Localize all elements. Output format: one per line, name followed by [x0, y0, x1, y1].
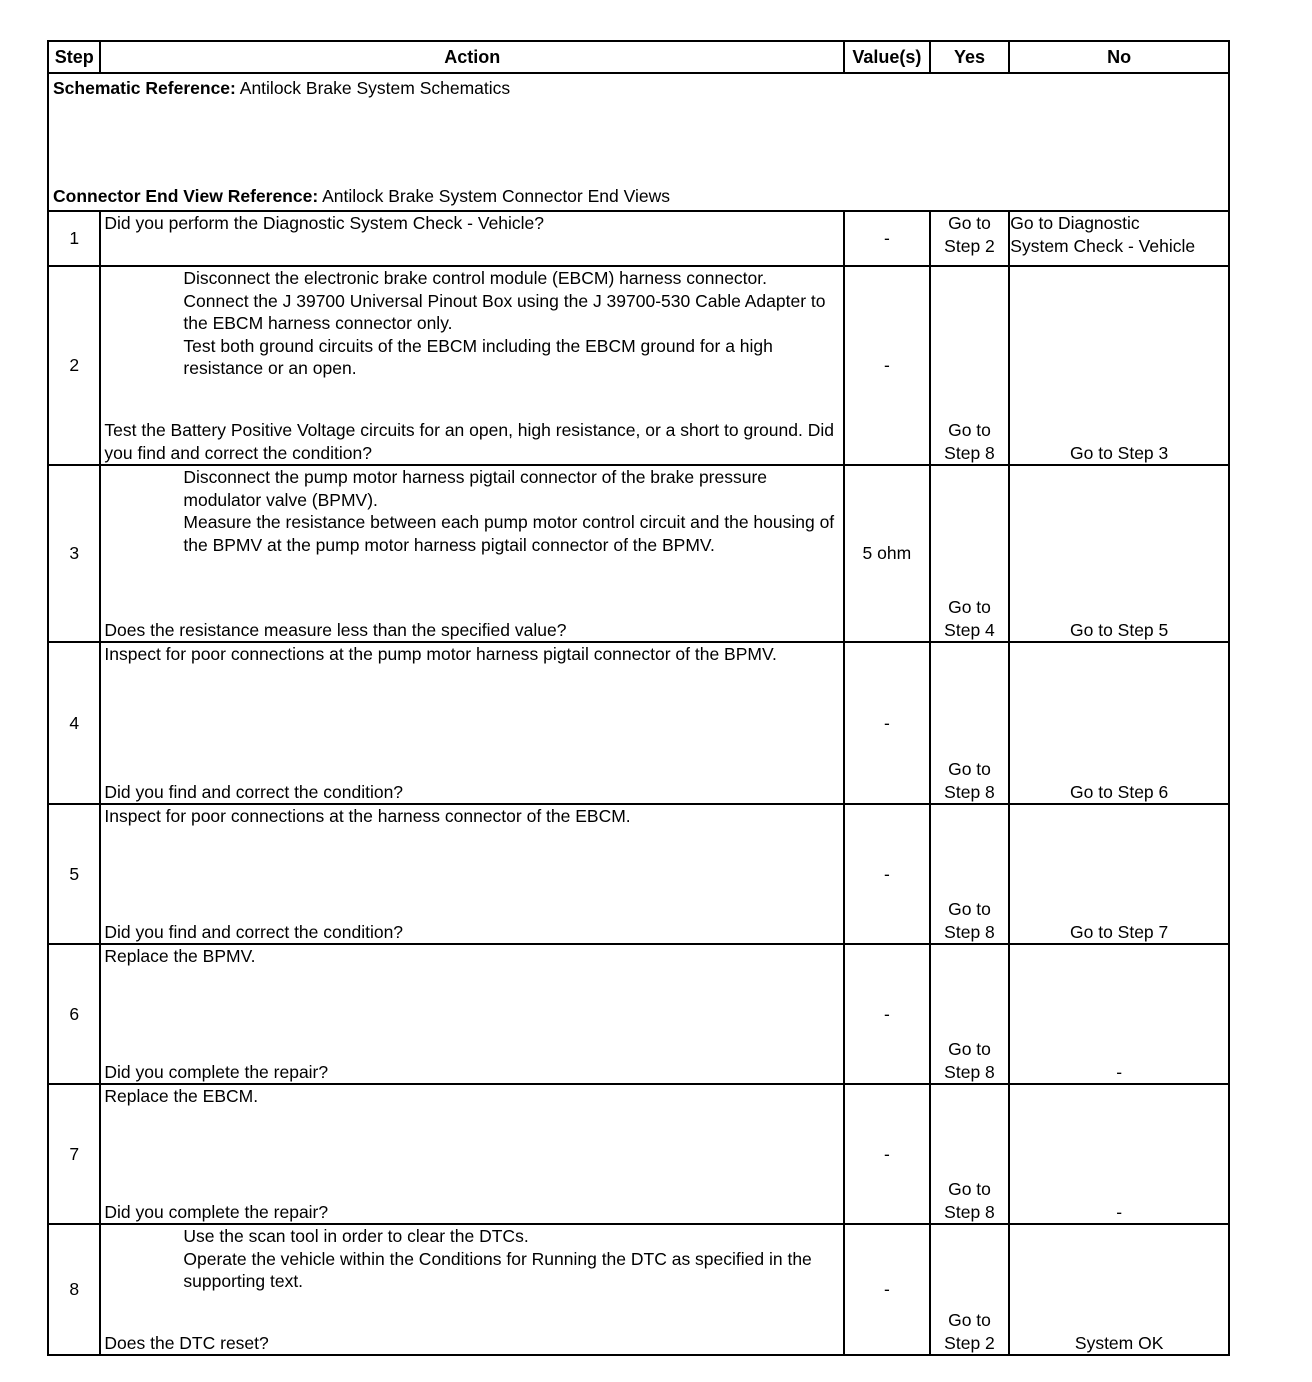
no-cell — [1009, 1084, 1229, 1224]
action-cell — [100, 1224, 844, 1355]
action-text: Replace the EBCM. — [104, 1086, 259, 1106]
no-cell — [1009, 944, 1229, 1084]
step-number: 1 — [48, 211, 100, 266]
schematic-reference-text: Antilock Brake System Schematics — [239, 78, 511, 98]
action-cell — [100, 465, 844, 642]
header-no: No — [1009, 41, 1229, 73]
yes-cell — [930, 465, 1010, 642]
action-text: Inspect for poor connections at the harness connector of the EBCM. — [104, 806, 631, 826]
header-yes: Yes — [930, 41, 1010, 73]
connector-reference-text: Antilock Brake System Connector End Views — [322, 185, 670, 206]
step-number: 5 — [48, 804, 100, 944]
step-number: 6 — [48, 944, 100, 1084]
step-number: 2 — [48, 266, 100, 465]
schematic-reference-label: Schematic Reference: — [53, 78, 236, 98]
table-row — [48, 1224, 1229, 1355]
yes-line-1: Go to — [948, 213, 991, 233]
action-question: Does the resistance measure less than the specified value? — [104, 619, 567, 640]
step-number: 4 — [48, 642, 100, 804]
no-cell — [1009, 266, 1229, 465]
yes-cell — [930, 1224, 1010, 1355]
yes-line-2: Step 8 — [944, 1061, 995, 1082]
no-cell — [1009, 1224, 1229, 1355]
step-number: 8 — [48, 1224, 100, 1355]
action-question: Test the Battery Positive Voltage circuits for an open, high resistance, or a short to ground. Did you find and correct the condition? — [104, 420, 834, 463]
no-cell — [1009, 804, 1229, 944]
action-question: Does the DTC reset? — [104, 1332, 269, 1353]
schematic-reference — [53, 77, 1224, 100]
yes-line-1: Go to — [948, 899, 991, 919]
value-cell: - — [844, 266, 930, 465]
table-row — [48, 944, 1229, 1084]
yes-line-1: Go to — [948, 1179, 991, 1199]
yes-cell — [930, 1084, 1010, 1224]
table-row — [48, 1084, 1229, 1224]
yes-line-2: Step 2 — [944, 235, 995, 256]
action-question: Did you complete the repair? — [104, 1061, 329, 1082]
yes-cell — [930, 804, 1010, 944]
action-cell — [100, 1084, 844, 1224]
action-bullet: Connect the J 39700 Universal Pinout Box using the J 39700-530 Cable Adapter to the EBCM harness connector only. — [183, 290, 826, 333]
header-row — [48, 41, 1229, 73]
table-row — [48, 804, 1229, 944]
action-cell — [100, 944, 844, 1084]
value-cell: - — [844, 642, 930, 804]
header-values: Value(s) — [844, 41, 930, 73]
action-bullet: Measure the resistance between each pump motor control circuit and the housing of the BPMV at the pump motor harness pigtail connector of the BPMV. — [183, 512, 835, 555]
action-cell — [100, 642, 844, 804]
action-bullet: Test both ground circuits of the EBCM including the EBCM ground for a high resistance or an open. — [183, 335, 773, 378]
yes-line-2: Step 8 — [944, 781, 995, 802]
no-cell — [1009, 465, 1229, 642]
yes-line-2: Step 8 — [944, 442, 995, 463]
yes-line-1: Go to — [948, 420, 991, 440]
no-text: - — [1116, 1061, 1123, 1082]
value-cell: 5 ohm — [844, 465, 930, 642]
yes-line-2: Step 2 — [944, 1332, 995, 1353]
value-cell: - — [844, 944, 930, 1084]
yes-line-2: Step 4 — [944, 619, 995, 640]
yes-line-1: Go to — [948, 1039, 991, 1059]
no-line-2: System Check - Vehicle — [1010, 235, 1196, 256]
yes-line-1: Go to — [948, 1310, 991, 1330]
action-bullets — [104, 1225, 841, 1293]
value-cell: - — [844, 1224, 930, 1355]
step-number: 3 — [48, 465, 100, 642]
diagnostic-table — [47, 40, 1230, 1356]
reference-row — [48, 73, 1229, 211]
step-number: 7 — [48, 1084, 100, 1224]
table-row — [48, 465, 1229, 642]
yes-cell — [930, 642, 1010, 804]
action-bullets — [104, 267, 841, 380]
no-text: - — [1116, 1201, 1123, 1222]
action-bullet: Use the scan tool in order to clear the DTCs. — [183, 1226, 529, 1246]
yes-line-1: Go to — [948, 759, 991, 779]
table-row — [48, 642, 1229, 804]
action-text: Inspect for poor connections at the pump motor harness pigtail connector of the BPMV. — [104, 644, 777, 664]
value-cell: - — [844, 804, 930, 944]
no-text: Go to Step 7 — [1070, 921, 1169, 942]
action-cell — [100, 266, 844, 465]
connector-reference-label: Connector End View Reference: — [53, 185, 319, 206]
action-bullet: Disconnect the pump motor harness pigtail connector of the brake pressure modulator valve (BPMV). — [183, 467, 768, 510]
header-step: Step — [48, 41, 100, 73]
value-cell: - — [844, 211, 930, 266]
action-question: Did you complete the repair? — [104, 1201, 329, 1222]
table-row — [48, 266, 1229, 465]
no-text: System OK — [1074, 1332, 1164, 1353]
action-text: Did you perform the Diagnostic System Check - Vehicle? — [100, 211, 844, 266]
header-action: Action — [100, 41, 844, 73]
no-cell — [1009, 642, 1229, 804]
table-row — [48, 211, 1229, 266]
yes-cell — [930, 266, 1010, 465]
action-bullet: Operate the vehicle within the Conditions for Running the DTC as specified in the supporting text. — [183, 1248, 812, 1291]
action-question: Did you find and correct the condition? — [104, 781, 404, 802]
yes-line-1: Go to — [948, 597, 991, 617]
value-cell: - — [844, 1084, 930, 1224]
connector-reference — [53, 185, 1224, 208]
no-cell — [1009, 211, 1229, 266]
no-text: Go to Step 3 — [1070, 442, 1169, 463]
action-bullet: Disconnect the electronic brake control module (EBCM) harness connector. — [183, 268, 768, 288]
action-text: Replace the BPMV. — [104, 946, 256, 966]
no-line-1: Go to Diagnostic — [1010, 213, 1140, 233]
action-cell — [100, 804, 844, 944]
no-text: Go to Step 5 — [1070, 619, 1169, 640]
yes-line-2: Step 8 — [944, 921, 995, 942]
action-question: Did you find and correct the condition? — [104, 921, 404, 942]
yes-line-2: Step 8 — [944, 1201, 995, 1222]
no-text: Go to Step 6 — [1070, 781, 1169, 802]
action-bullets — [104, 466, 841, 556]
yes-cell — [930, 211, 1010, 266]
yes-cell — [930, 944, 1010, 1084]
